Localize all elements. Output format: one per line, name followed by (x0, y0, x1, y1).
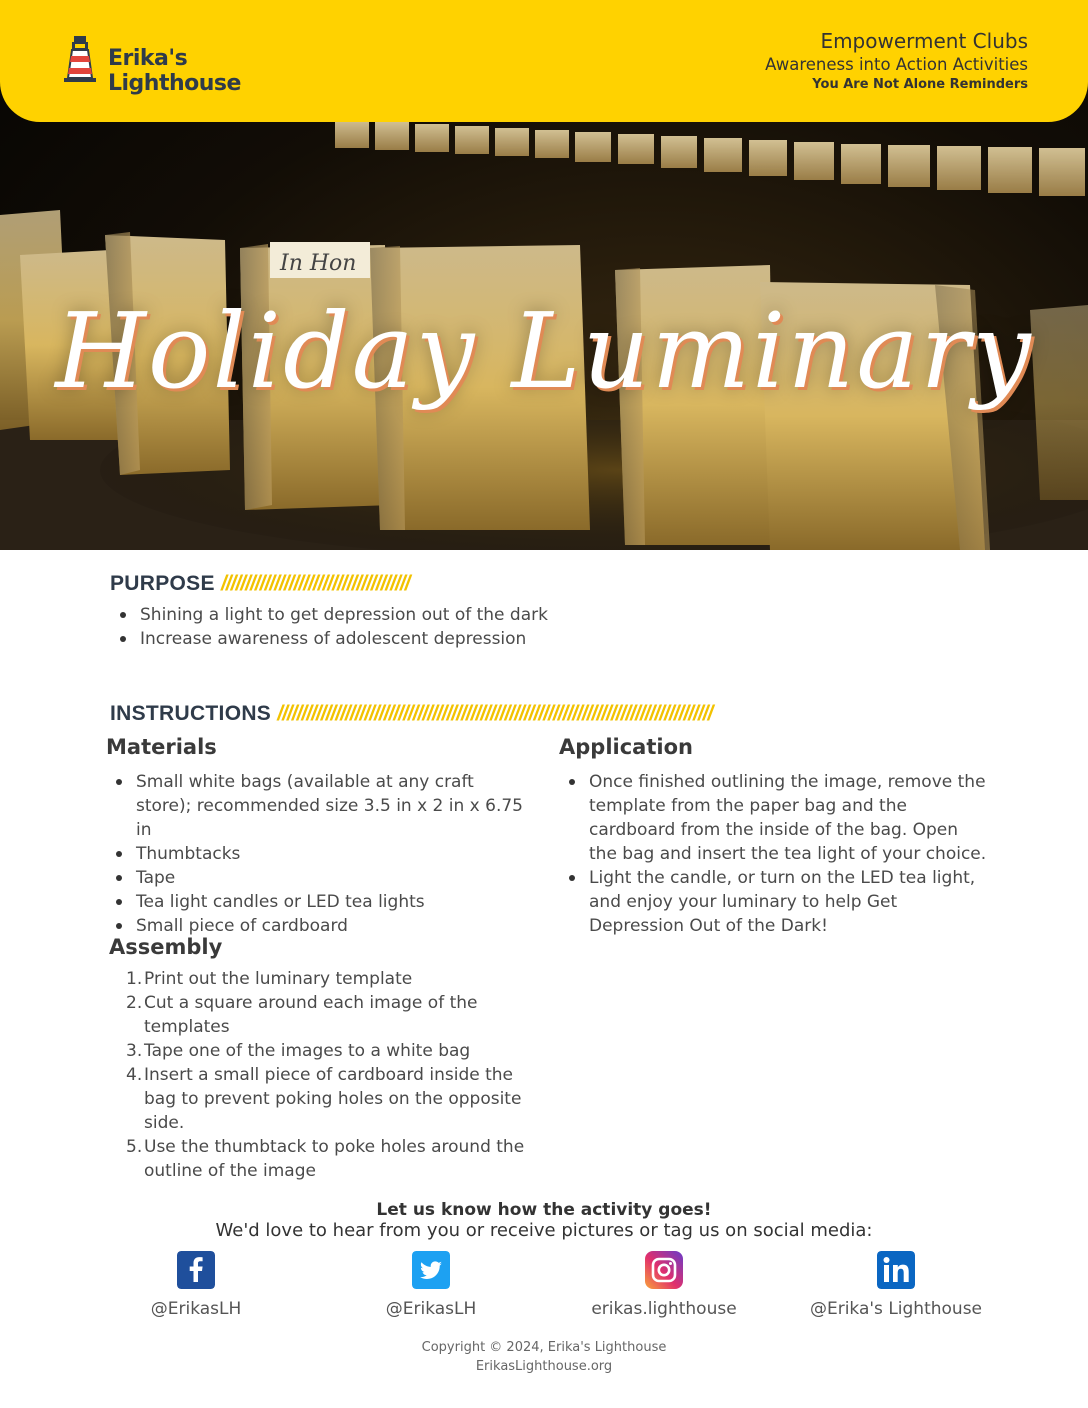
step-number: 5. (126, 1137, 143, 1157)
cta-bold-text: Let us know how the activity goes! (376, 1200, 712, 1220)
list-item: Increase awareness of adolescent depression (110, 627, 570, 651)
brand-logo[interactable] (60, 34, 320, 96)
step-text: Insert a small piece of cardboard inside the bag to prevent poking holes on the opposite side. (144, 1065, 522, 1133)
application-heading: Application (559, 735, 693, 759)
list-item (110, 991, 530, 1039)
materials-list (106, 770, 526, 938)
step-text: Print out the luminary template (144, 969, 413, 989)
social-instagram[interactable] (547, 1251, 781, 1319)
purpose-heading-text: PURPOSE (110, 572, 215, 595)
linkedin-handle[interactable]: @Erika's Lighthouse (809, 1299, 983, 1319)
instructions-divider: ////////////////////////////////////////////////////////////////////////////////////////// (277, 702, 713, 725)
instructions-heading-text: INSTRUCTIONS (110, 702, 272, 725)
instructions-heading (110, 702, 985, 726)
list-item (110, 1063, 530, 1135)
purpose-list (110, 603, 570, 651)
list-item (110, 967, 530, 991)
twitter-handle[interactable]: @ErikasLH (385, 1299, 477, 1319)
copyright-text: Copyright © 2024, Erika's Lighthouse (421, 1340, 667, 1355)
step-number: 1. (126, 969, 143, 989)
list-item: Shining a light to get depression out of the dark (110, 603, 570, 627)
lighthouse-icon (60, 34, 100, 86)
step-text: Use the thumbtack to poke holes around the outline of the image (144, 1137, 525, 1181)
assembly-heading: Assembly (109, 935, 223, 959)
application-list (559, 770, 989, 938)
list-item: Small white bags (available at any craft store); recommended size 3.5 in x 2 in x 6.75 in (106, 770, 526, 842)
step-text: Cut a square around each image of the templates (144, 993, 478, 1037)
step-text: Tape one of the images to a white bag (144, 1041, 471, 1061)
website-link[interactable]: ErikasLighthouse.org (475, 1359, 613, 1374)
social-facebook[interactable] (79, 1251, 313, 1319)
list-item (110, 1039, 530, 1063)
purpose-divider: /////////////////////////////////////// (220, 572, 410, 595)
instagram-handle[interactable]: erikas.lighthouse (591, 1299, 737, 1319)
instagram-icon[interactable] (645, 1251, 683, 1289)
series-title: Awareness into Action Activities (765, 55, 1028, 74)
logo-text: Erika's Lighthouse (108, 46, 241, 96)
social-twitter[interactable] (314, 1251, 548, 1319)
club-title: Empowerment Clubs (820, 29, 1028, 53)
facebook-icon[interactable] (177, 1251, 215, 1289)
facebook-handle[interactable]: @ErikasLH (150, 1299, 242, 1319)
assembly-steps (110, 967, 530, 1183)
subseries-title: You Are Not Alone Reminders (812, 77, 1028, 92)
social-linkedin[interactable] (779, 1251, 1013, 1319)
list-item: Tape (106, 866, 526, 890)
step-number: 4. (126, 1065, 143, 1085)
twitter-icon[interactable] (412, 1251, 450, 1289)
cta-text: We'd love to hear from you or receive pictures or tag us on social media: (215, 1220, 873, 1241)
list-item: Thumbtacks (106, 842, 526, 866)
bag-note-text: In Hon (280, 251, 357, 276)
header-titles (765, 28, 1028, 94)
list-item: Small piece of cardboard (106, 914, 526, 938)
step-number: 3. (126, 1041, 143, 1061)
list-item: Once finished outlining the image, remove the template from the paper bag and the cardboard from the inside of the bag. Open the bag and insert the tea light of your choice. (559, 770, 989, 866)
social-cta (0, 1200, 1088, 1242)
step-number: 2. (126, 993, 143, 1013)
header-band (0, 0, 1088, 122)
list-item (110, 1135, 530, 1183)
linkedin-icon[interactable] (877, 1251, 915, 1289)
purpose-heading (110, 572, 990, 596)
list-item: Light the candle, or turn on the LED tea light, and enjoy your luminary to help Get Depression Out of the Dark! (559, 866, 989, 938)
materials-heading: Materials (106, 735, 217, 759)
list-item: Tea light candles or LED tea lights (106, 890, 526, 914)
copyright-block (0, 1338, 1088, 1376)
hero-title: Holiday Luminary (55, 290, 1033, 412)
